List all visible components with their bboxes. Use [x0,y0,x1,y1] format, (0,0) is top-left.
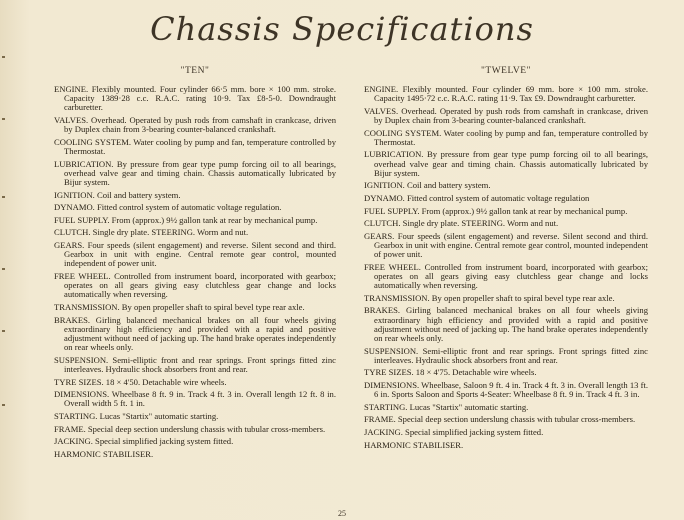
spec-item: LUBRICATION. By pressure from gear type pump forcing oil to all bearings, overhead valve gear and timing chain. Chassis automatically lubricated by Bijur system. [364,149,648,178]
spec-item: ENGINE. Flexibly mounted. Four cylinder 69 mm. bore × 100 mm. stroke. Capacity 1495·72 c.c. R.A.C. rating 11·9. Tax £9. Downdraught carburetter. [364,84,648,104]
spec-item: FRAME. Special deep section underslung chassis with tubular cross-members. [364,414,636,425]
page-title: Chassis Specifications [150,10,534,48]
ten-specs-column [54,66,336,462]
twelve-column-heading: "TWELVE" [481,66,531,76]
ten-column-heading: "TEN" [180,66,210,76]
spec-item: IGNITION. Coil and battery system. [364,180,491,191]
spec-item: LUBRICATION. By pressure from gear type pump forcing oil to all bearings, overhead valve gear and timing chain. Chassis automatically lubricated by Bijur system. [54,158,336,187]
spec-item: JACKING. Special simplified jacking system fitted. [364,426,544,437]
spec-item: FREE WHEEL. Controlled from instrument board, incorporated with gearbox; operates on all gears giving easy clutchless gear change and locks automatically when reversing. [54,270,336,300]
spec-item: CLUTCH. Single dry plate. STEERING. Worm and nut. [364,218,559,229]
spec-item: STARTING. Lucas "Startix" automatic starting. [54,410,219,421]
spec-item: GEARS. Four speeds (silent engagement) and reverse. Silent second and third. Gearbox in unit with engine. Central remote gear control, mounted independent of power unit. [54,239,336,269]
page-number: 25 [338,509,346,518]
spec-item: DYNAMO. Fitted control system of automatic voltage regulation [364,192,590,203]
spec-item: SUSPENSION. Semi-elliptic front and rear springs. Front springs fitted zinc interleaves. Hydraulic shock absorbers front and rear. [54,354,336,374]
spec-item: GEARS. Four speeds (silent engagement) and reverse. Silent second and third. Gearbox in unit with engine. Central remote gear control, mounted independent of power unit. [364,230,648,260]
edge-mark [2,404,5,406]
spec-item: TRANSMISSION. By open propeller shaft to spiral bevel type rear axle. [54,301,305,312]
edge-mark [2,330,5,332]
spec-item: JACKING. Special simplified jacking system fitted. [54,436,234,447]
spec-item: VALVES. Overhead. Operated by push rods from camshaft in crankcase, driven by Duplex chain from 3-bearing counter-balanced crankshaft. [54,115,336,135]
spec-item: TYRE SIZES. 18 × 4'75. Detachable wire wheels. [364,367,537,378]
edge-mark [2,118,5,120]
spec-item: COOLING SYSTEM. Water cooling by pump and fan, temperature controlled by Thermostat. [364,127,648,147]
spec-item: TRANSMISSION. By open propeller shaft to spiral bevel type rear axle. [364,292,615,303]
twelve-spec-list [364,85,648,450]
spec-item: DIMENSIONS. Wheelbase, Saloon 9 ft. 4 in. Track 4 ft. 3 in. Overall length 13 ft. 6 in. Sports Saloon and Sports 4-Seater: Wheelbase 8 ft. 9 in. Track 4 ft. 3 in. [364,379,648,400]
spec-item: HARMONIC STABILISER. [54,448,154,459]
spec-item: TYRE SIZES. 18 × 4'50. Detachable wire wheels. [54,376,227,387]
spec-item: FRAME. Special deep section underslung chassis with tubular cross-members. [54,423,326,434]
spec-item: COOLING SYSTEM. Water cooling by pump and fan, temperature controlled by Thermostat. [54,136,336,156]
spec-item: VALVES. Overhead. Operated by push rods from camshaft in crankcase, driven by Duplex chain from 3-bearing counter-balanced crankshaft. [364,105,648,125]
spec-item: DYNAMO. Fitted control system of automatic voltage regulation. [54,202,282,213]
edge-mark [2,56,5,58]
spec-item: ENGINE. Flexibly mounted. Four cylinder 66·5 mm. bore × 100 mm. stroke. Capacity 1389·28 c.c. R.A.C. rating 10·9. Tax £8-5-0. Downdraught carburetter. [54,84,336,113]
spec-item: DIMENSIONS. Wheelbase 8 ft. 9 in. Track 4 ft. 3 in. Overall length 12 ft. 8 in. Overall width 5 ft. 1 in. [54,389,336,409]
spec-item: BRAKES. Girling balanced mechanical brakes on all four wheels giving extraordinary high efficiency and provided with a rapid and positive adjustment without need of jacking up. The hand brake operates independently on rear wheels only. [364,305,648,343]
spec-item: FREE WHEEL. Controlled from instrument board, incorporated with gearbox; operates on all gears giving easy clutchless gear change and locks automatically when reversing. [364,261,648,291]
spec-item: SUSPENSION. Semi-elliptic front and rear springs. Front springs fitted zinc interleaves. Hydraulic shock absorbers front and rear. [364,345,648,365]
edge-mark [2,268,5,270]
twelve-specs-column [364,66,648,453]
spec-item: FUEL SUPPLY. From (approx.) 9½ gallon tank at rear by mechanical pump. [364,205,628,216]
spec-item: FUEL SUPPLY. From (approx.) 9½ gallon tank at rear by mechanical pump. [54,214,318,225]
spec-item: IGNITION. Coil and battery system. [54,189,181,200]
edge-mark [2,196,5,198]
spec-item: CLUTCH. Single dry plate. STEERING. Worm and nut. [54,227,249,238]
spec-item: BRAKES. Girling balanced mechanical brakes on all four wheels giving extraordinary high efficiency and provided with a rapid and positive adjustment without need of jacking up. The hand brake operates independently on rear wheels only. [54,314,336,353]
ten-spec-list [54,85,336,459]
spec-item: HARMONIC STABILISER. [364,439,464,450]
spec-item: STARTING. Lucas "Startix" automatic starting. [364,401,529,412]
